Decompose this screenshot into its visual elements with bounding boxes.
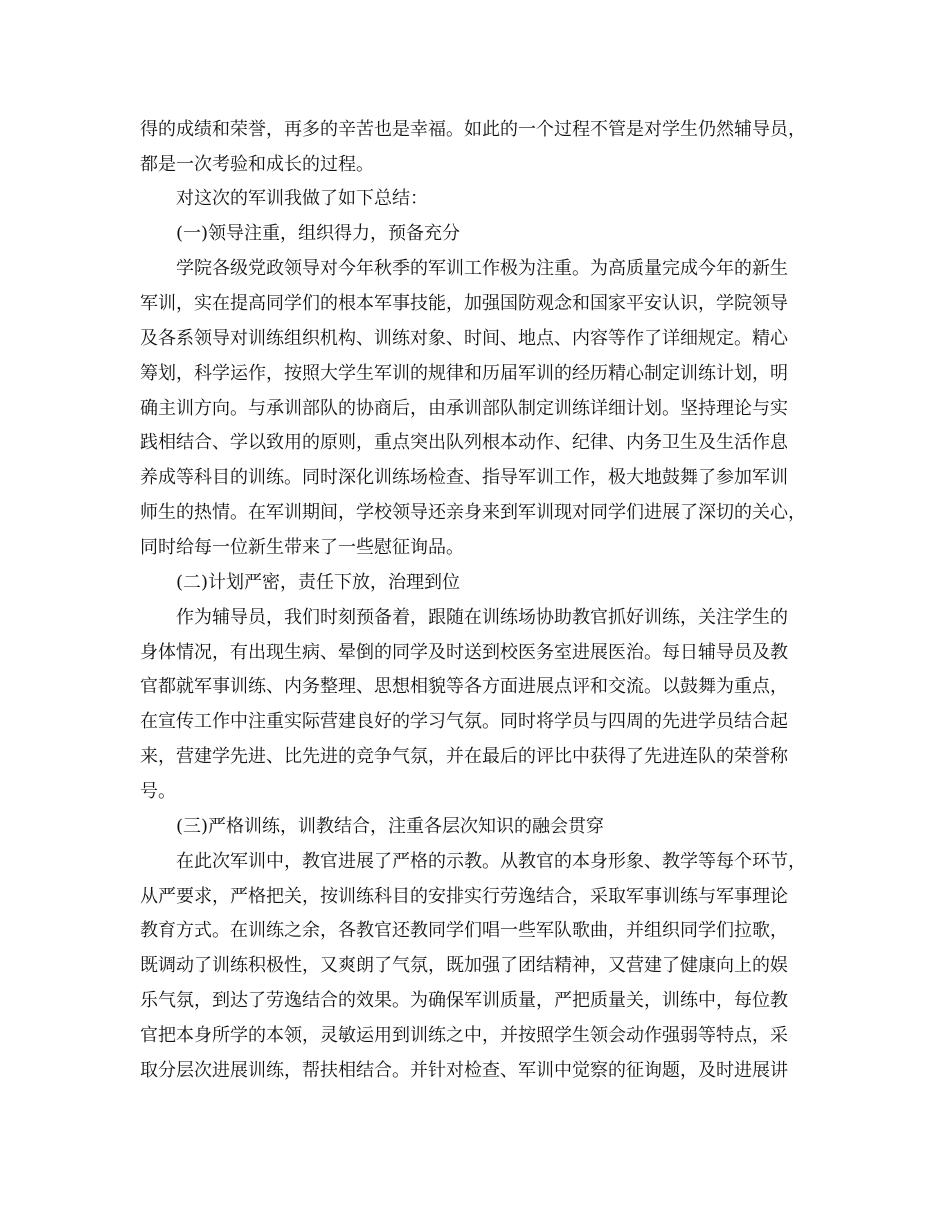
text-line: 在宣传工作中注重实际营建良好的学习气氛。同时将学员与四周的先进学员结合起 bbox=[140, 711, 788, 732]
text-line: 从严要求，严格把关，按训练科目的安排实行劳逸结合，采取军事训练与军事理论 bbox=[140, 886, 788, 907]
text-line: 取分层次进展训练，帮扶相结合。并针对检查、军训中觉察的征询题，及时进展讲 bbox=[140, 1060, 788, 1081]
text-line: 筹划，科学运作，按照大学生军训的规律和历届军训的经历精心制定训练计划，明 bbox=[140, 363, 788, 384]
text-line: 在此次军训中，教官进展了严格的示教。从教官的本身形象、教学等每个环节， bbox=[176, 851, 806, 872]
section-heading: (一)领导注重，组织得力，预备充分 bbox=[176, 223, 461, 244]
text-line: 养成等科目的训练。同时深化训练场检查、指导军训工作，极大地鼓舞了参加军训 bbox=[140, 467, 788, 488]
text-line: 都是一次考验和成长的过程。 bbox=[140, 154, 374, 175]
text-line: 军训，实在提高同学们的根本军事技能，加强国防观念和国家平安认识，学院领导 bbox=[140, 293, 788, 314]
text-line: 践相结合、学以致用的原则，重点突出队列根本动作、纪律、内务卫生及生活作息 bbox=[140, 432, 788, 453]
text-line: 师生的热情。在军训期间，学校领导还亲身来到军训现对同学们进展了深切的关心， bbox=[140, 502, 806, 523]
text-line: 既调动了训练积极性，又爽朗了气氛，既加强了团结精神，又营建了健康向上的娱 bbox=[140, 955, 788, 976]
text-line: 学院各级党政领导对今年秋季的军训工作极为注重。为高质量完成今年的新生 bbox=[176, 258, 788, 279]
text-line: 来，营建学先进、比先进的竞争气氛，并在最后的评比中获得了先进连队的荣誉称 bbox=[140, 746, 788, 767]
text-line: 对这次的军训我做了如下总结： bbox=[176, 188, 428, 209]
text-line: 号。 bbox=[140, 781, 176, 802]
text-line: 同时给每一位新生带来了一些慰征询品。 bbox=[140, 537, 464, 558]
text-line: 官把本身所学的本领，灵敏运用到训练之中，并按照学生领会动作强弱等特点，采 bbox=[140, 1025, 788, 1046]
text-line: 及各系领导对训练组织机构、训练对象、时间、地点、内容等作了详细规定。精心 bbox=[140, 328, 788, 349]
section-heading: (三)严格训练，训教结合，注重各层次知识的融会贯穿 bbox=[176, 816, 605, 837]
text-line: 官都就军事训练、内务整理、思想相貌等各方面进展点评和交流。以鼓舞为重点， bbox=[140, 676, 788, 697]
text-line: 作为辅导员，我们时刻预备着，跟随在训练场协助教官抓好训练，关注学生的 bbox=[176, 607, 788, 628]
text-line: 身体情况，有出现生病、晕倒的同学及时送到校医务室进展医治。每日辅导员及教 bbox=[140, 642, 788, 663]
text-line: 教育方式。在训练之余，各教官还教同学们唱一些军队歌曲，并组织同学们拉歌， bbox=[140, 920, 788, 941]
text-line: 乐气氛，到达了劳逸结合的效果。为确保军训质量，严把质量关，训练中，每位教 bbox=[140, 990, 788, 1011]
text-line: 确主训方向。与承训部队的协商后，由承训部队制定训练详细计划。坚持理论与实 bbox=[140, 398, 788, 419]
section-heading: (二)计划严密，责任下放，治理到位 bbox=[176, 572, 461, 593]
text-line: 得的成绩和荣誉，再多的辛苦也是幸福。如此的一个过程不管是对学生仍然辅导员， bbox=[140, 119, 806, 140]
